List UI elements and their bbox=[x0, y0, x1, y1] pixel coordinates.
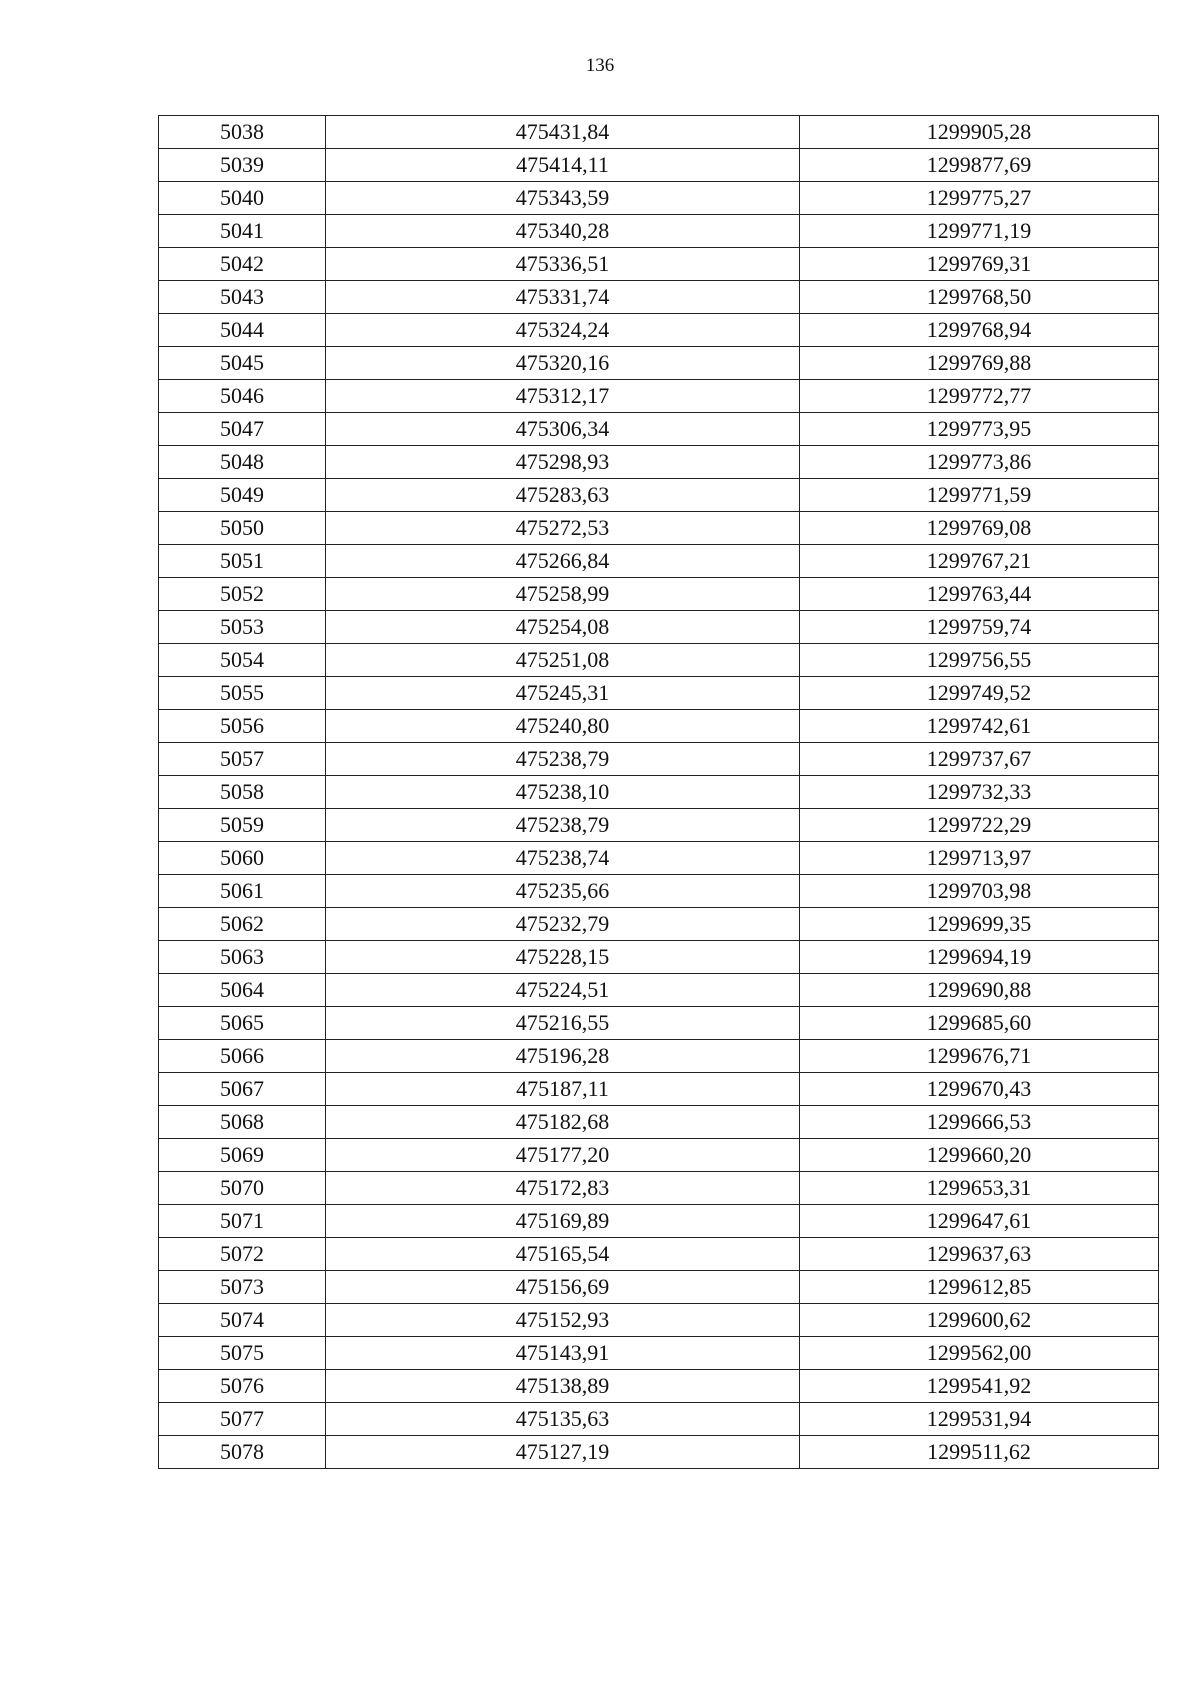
y-coordinate-cell: 1299694,19 bbox=[800, 941, 1159, 974]
y-coordinate-cell: 1299666,53 bbox=[800, 1106, 1159, 1139]
y-coordinate-cell: 1299773,95 bbox=[800, 413, 1159, 446]
y-coordinate-cell: 1299732,33 bbox=[800, 776, 1159, 809]
y-coordinate-cell: 1299653,31 bbox=[800, 1172, 1159, 1205]
x-coordinate-cell: 475224,51 bbox=[326, 974, 800, 1007]
y-coordinate-cell: 1299769,31 bbox=[800, 248, 1159, 281]
x-coordinate-cell: 475165,54 bbox=[326, 1238, 800, 1271]
point-number-cell: 5073 bbox=[159, 1271, 326, 1304]
table-row bbox=[159, 512, 1159, 545]
x-coordinate-cell: 475298,93 bbox=[326, 446, 800, 479]
y-coordinate-cell: 1299685,60 bbox=[800, 1007, 1159, 1040]
table-row bbox=[159, 413, 1159, 446]
x-coordinate-cell: 475336,51 bbox=[326, 248, 800, 281]
x-coordinate-cell: 475245,31 bbox=[326, 677, 800, 710]
table-row bbox=[159, 314, 1159, 347]
y-coordinate-cell: 1299769,88 bbox=[800, 347, 1159, 380]
x-coordinate-cell: 475272,53 bbox=[326, 512, 800, 545]
point-number-cell: 5048 bbox=[159, 446, 326, 479]
point-number-cell: 5052 bbox=[159, 578, 326, 611]
y-coordinate-cell: 1299763,44 bbox=[800, 578, 1159, 611]
table-row bbox=[159, 677, 1159, 710]
x-coordinate-cell: 475312,17 bbox=[326, 380, 800, 413]
point-number-cell: 5050 bbox=[159, 512, 326, 545]
point-number-cell: 5076 bbox=[159, 1370, 326, 1403]
x-coordinate-cell: 475238,79 bbox=[326, 809, 800, 842]
x-coordinate-cell: 475283,63 bbox=[326, 479, 800, 512]
x-coordinate-cell: 475238,79 bbox=[326, 743, 800, 776]
x-coordinate-cell: 475324,24 bbox=[326, 314, 800, 347]
x-coordinate-cell: 475127,19 bbox=[326, 1436, 800, 1469]
point-number-cell: 5069 bbox=[159, 1139, 326, 1172]
y-coordinate-cell: 1299742,61 bbox=[800, 710, 1159, 743]
table-row bbox=[159, 281, 1159, 314]
y-coordinate-cell: 1299699,35 bbox=[800, 908, 1159, 941]
point-number-cell: 5045 bbox=[159, 347, 326, 380]
point-number-cell: 5038 bbox=[159, 116, 326, 149]
x-coordinate-cell: 475172,83 bbox=[326, 1172, 800, 1205]
y-coordinate-cell: 1299905,28 bbox=[800, 116, 1159, 149]
point-number-cell: 5059 bbox=[159, 809, 326, 842]
x-coordinate-cell: 475258,99 bbox=[326, 578, 800, 611]
table-row bbox=[159, 1370, 1159, 1403]
table-row bbox=[159, 941, 1159, 974]
point-number-cell: 5070 bbox=[159, 1172, 326, 1205]
table-row bbox=[159, 1238, 1159, 1271]
table-row bbox=[159, 1139, 1159, 1172]
table-row bbox=[159, 1304, 1159, 1337]
coordinates-table-body bbox=[159, 116, 1159, 1469]
y-coordinate-cell: 1299775,27 bbox=[800, 182, 1159, 215]
table-row bbox=[159, 644, 1159, 677]
x-coordinate-cell: 475169,89 bbox=[326, 1205, 800, 1238]
point-number-cell: 5046 bbox=[159, 380, 326, 413]
point-number-cell: 5055 bbox=[159, 677, 326, 710]
point-number-cell: 5051 bbox=[159, 545, 326, 578]
point-number-cell: 5074 bbox=[159, 1304, 326, 1337]
table-row bbox=[159, 1073, 1159, 1106]
x-coordinate-cell: 475196,28 bbox=[326, 1040, 800, 1073]
table-row bbox=[159, 776, 1159, 809]
y-coordinate-cell: 1299647,61 bbox=[800, 1205, 1159, 1238]
y-coordinate-cell: 1299767,21 bbox=[800, 545, 1159, 578]
x-coordinate-cell: 475156,69 bbox=[326, 1271, 800, 1304]
point-number-cell: 5042 bbox=[159, 248, 326, 281]
x-coordinate-cell: 475251,08 bbox=[326, 644, 800, 677]
point-number-cell: 5062 bbox=[159, 908, 326, 941]
y-coordinate-cell: 1299660,20 bbox=[800, 1139, 1159, 1172]
table-row bbox=[159, 1271, 1159, 1304]
y-coordinate-cell: 1299600,62 bbox=[800, 1304, 1159, 1337]
point-number-cell: 5077 bbox=[159, 1403, 326, 1436]
table-row bbox=[159, 1040, 1159, 1073]
x-coordinate-cell: 475343,59 bbox=[326, 182, 800, 215]
x-coordinate-cell: 475138,89 bbox=[326, 1370, 800, 1403]
table-row bbox=[159, 215, 1159, 248]
table-row bbox=[159, 545, 1159, 578]
y-coordinate-cell: 1299562,00 bbox=[800, 1337, 1159, 1370]
table-row bbox=[159, 1007, 1159, 1040]
x-coordinate-cell: 475320,16 bbox=[326, 347, 800, 380]
point-number-cell: 5057 bbox=[159, 743, 326, 776]
x-coordinate-cell: 475266,84 bbox=[326, 545, 800, 578]
table-row bbox=[159, 974, 1159, 1007]
x-coordinate-cell: 475238,10 bbox=[326, 776, 800, 809]
x-coordinate-cell: 475414,11 bbox=[326, 149, 800, 182]
table-row bbox=[159, 743, 1159, 776]
table-row bbox=[159, 347, 1159, 380]
x-coordinate-cell: 475340,28 bbox=[326, 215, 800, 248]
point-number-cell: 5072 bbox=[159, 1238, 326, 1271]
x-coordinate-cell: 475187,11 bbox=[326, 1073, 800, 1106]
point-number-cell: 5064 bbox=[159, 974, 326, 1007]
y-coordinate-cell: 1299771,59 bbox=[800, 479, 1159, 512]
x-coordinate-cell: 475216,55 bbox=[326, 1007, 800, 1040]
y-coordinate-cell: 1299768,50 bbox=[800, 281, 1159, 314]
table-row bbox=[159, 578, 1159, 611]
table-row bbox=[159, 116, 1159, 149]
table-row bbox=[159, 1106, 1159, 1139]
point-number-cell: 5047 bbox=[159, 413, 326, 446]
y-coordinate-cell: 1299737,67 bbox=[800, 743, 1159, 776]
point-number-cell: 5039 bbox=[159, 149, 326, 182]
y-coordinate-cell: 1299768,94 bbox=[800, 314, 1159, 347]
x-coordinate-cell: 475431,84 bbox=[326, 116, 800, 149]
point-number-cell: 5054 bbox=[159, 644, 326, 677]
x-coordinate-cell: 475232,79 bbox=[326, 908, 800, 941]
x-coordinate-cell: 475306,34 bbox=[326, 413, 800, 446]
coordinates-table bbox=[158, 115, 1159, 1469]
point-number-cell: 5040 bbox=[159, 182, 326, 215]
y-coordinate-cell: 1299541,92 bbox=[800, 1370, 1159, 1403]
x-coordinate-cell: 475238,74 bbox=[326, 842, 800, 875]
point-number-cell: 5071 bbox=[159, 1205, 326, 1238]
y-coordinate-cell: 1299637,63 bbox=[800, 1238, 1159, 1271]
point-number-cell: 5060 bbox=[159, 842, 326, 875]
point-number-cell: 5065 bbox=[159, 1007, 326, 1040]
x-coordinate-cell: 475240,80 bbox=[326, 710, 800, 743]
table-row bbox=[159, 1436, 1159, 1469]
point-number-cell: 5044 bbox=[159, 314, 326, 347]
table-row bbox=[159, 611, 1159, 644]
x-coordinate-cell: 475177,20 bbox=[326, 1139, 800, 1172]
table-row bbox=[159, 149, 1159, 182]
y-coordinate-cell: 1299769,08 bbox=[800, 512, 1159, 545]
point-number-cell: 5067 bbox=[159, 1073, 326, 1106]
y-coordinate-cell: 1299772,77 bbox=[800, 380, 1159, 413]
point-number-cell: 5075 bbox=[159, 1337, 326, 1370]
table-row bbox=[159, 1205, 1159, 1238]
y-coordinate-cell: 1299713,97 bbox=[800, 842, 1159, 875]
y-coordinate-cell: 1299690,88 bbox=[800, 974, 1159, 1007]
point-number-cell: 5068 bbox=[159, 1106, 326, 1139]
point-number-cell: 5049 bbox=[159, 479, 326, 512]
y-coordinate-cell: 1299877,69 bbox=[800, 149, 1159, 182]
table-row bbox=[159, 248, 1159, 281]
y-coordinate-cell: 1299759,74 bbox=[800, 611, 1159, 644]
point-number-cell: 5058 bbox=[159, 776, 326, 809]
table-row bbox=[159, 908, 1159, 941]
table-row bbox=[159, 380, 1159, 413]
y-coordinate-cell: 1299511,62 bbox=[800, 1436, 1159, 1469]
point-number-cell: 5066 bbox=[159, 1040, 326, 1073]
y-coordinate-cell: 1299773,86 bbox=[800, 446, 1159, 479]
table-row bbox=[159, 479, 1159, 512]
table-row bbox=[159, 182, 1159, 215]
x-coordinate-cell: 475152,93 bbox=[326, 1304, 800, 1337]
table-row bbox=[159, 842, 1159, 875]
point-number-cell: 5041 bbox=[159, 215, 326, 248]
x-coordinate-cell: 475182,68 bbox=[326, 1106, 800, 1139]
x-coordinate-cell: 475143,91 bbox=[326, 1337, 800, 1370]
x-coordinate-cell: 475135,63 bbox=[326, 1403, 800, 1436]
point-number-cell: 5043 bbox=[159, 281, 326, 314]
y-coordinate-cell: 1299670,43 bbox=[800, 1073, 1159, 1106]
table-row bbox=[159, 875, 1159, 908]
table-row bbox=[159, 446, 1159, 479]
table-row bbox=[159, 809, 1159, 842]
point-number-cell: 5053 bbox=[159, 611, 326, 644]
x-coordinate-cell: 475331,74 bbox=[326, 281, 800, 314]
x-coordinate-cell: 475228,15 bbox=[326, 941, 800, 974]
point-number-cell: 5078 bbox=[159, 1436, 326, 1469]
point-number-cell: 5056 bbox=[159, 710, 326, 743]
point-number-cell: 5061 bbox=[159, 875, 326, 908]
table-row bbox=[159, 710, 1159, 743]
table-row bbox=[159, 1337, 1159, 1370]
y-coordinate-cell: 1299612,85 bbox=[800, 1271, 1159, 1304]
y-coordinate-cell: 1299676,71 bbox=[800, 1040, 1159, 1073]
y-coordinate-cell: 1299531,94 bbox=[800, 1403, 1159, 1436]
x-coordinate-cell: 475254,08 bbox=[326, 611, 800, 644]
point-number-cell: 5063 bbox=[159, 941, 326, 974]
table-row bbox=[159, 1172, 1159, 1205]
y-coordinate-cell: 1299749,52 bbox=[800, 677, 1159, 710]
table-row bbox=[159, 1403, 1159, 1436]
x-coordinate-cell: 475235,66 bbox=[326, 875, 800, 908]
y-coordinate-cell: 1299771,19 bbox=[800, 215, 1159, 248]
page-number: 136 bbox=[585, 55, 615, 76]
y-coordinate-cell: 1299722,29 bbox=[800, 809, 1159, 842]
y-coordinate-cell: 1299703,98 bbox=[800, 875, 1159, 908]
y-coordinate-cell: 1299756,55 bbox=[800, 644, 1159, 677]
